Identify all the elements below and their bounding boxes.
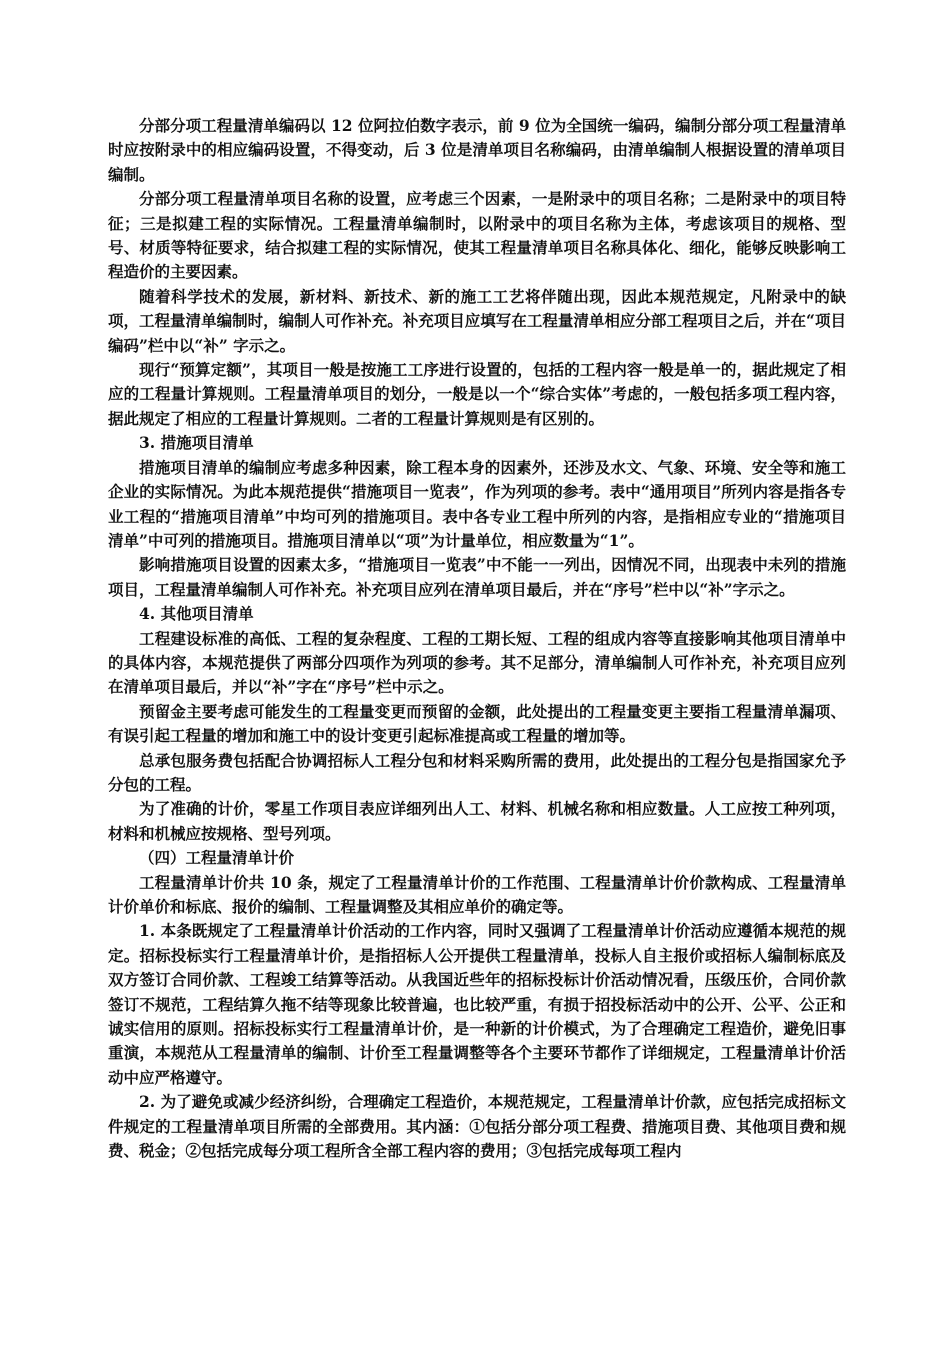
heading-bill-pricing: （四）工程量清单计价: [139, 848, 295, 868]
paragraph-supplement-items: 随着科学技术的发展，新材料、新技术、新的施工工艺将伴随出现，因此本规范规定，凡附录中的缺项，工程量清单编制时，编制人可作补充。补充项目应填写在工程量清单相应分部工程项目之后，并在“项目编码”栏中以“补” 字示之。: [108, 286, 846, 355]
heading-other-items-list: 4. 其他项目清单: [139, 604, 254, 624]
paragraph-other-items: 工程建设标准的高低、工程的复杂程度、工程的工期长短、工程的组成内容等直接影响其他项目清单中的具体内容，本规范提供了两部分四项作为列项的参考。其不足部分，清单编制人可作补充，补充项目应列在清单项目最后，并以“补”字在“序号”栏中示之。: [108, 628, 846, 697]
paragraph-reserve-fund: 预留金主要考虑可能发生的工程量变更而预留的金额，此处提出的工程量变更主要指工程量清单漏项、有误引起工程量的增加和施工中的设计变更引起标准提高或工程量的增加等。: [108, 701, 846, 746]
paragraph-item-code: 分部分项工程量清单编码以 12 位阿拉伯数字表示，前 9 位为全国统一编码，编制分部分项工程量清单时应按附录中的相应编码设置，不得变动，后 3 位是清单项目名称编码，由清单编制人根据设置的清单项目编制。: [108, 116, 846, 184]
heading-measures-list: 3. 措施项目清单: [139, 433, 254, 453]
paragraph-bill-pricing-intro: 工程量清单计价共 10 条，规定了工程量清单计价的工作范围、工程量清单计价价款构成、工程量清单计价单价和标底、报价的编制、工程量调整及其相应单价的确定等。: [108, 872, 846, 916]
paragraph-contractor-fee: 总承包服务费包括配合协调招标人工程分包和材料采购所需的费用，此处提出的工程分包是指国家允予分包的工程。: [108, 750, 846, 794]
paragraph-pricing-clause-2: 2. 为了避免或减少经济纠纷，合理确定工程造价，本规范规定，工程量清单计价款，应包括完成招标文件规定的工程量清单项目所需的全部费用。其内涵：①包括分部分项工程费、措施项目费、其他项目费和规费、税金；②包括完成每分项工程所含全部工程内容的费用；③包括完成每项工程内: [108, 1092, 846, 1161]
paragraph-sporadic-work: 为了准确的计价，零星工作项目表应详细列出人工、材料、机械名称和相应数量。人工应按工种列项，材料和机械应按规格、型号列项。: [108, 799, 846, 843]
paragraph-pricing-clause-1: 1. 本条既规定了工程量清单计价活动的工作内容，同时又强调了工程量清单计价活动应遵循本规范的规定。招标投标实行工程量清单计价，是指招标人公开提供工程量清单，投标人自主报价或招标人编制标底及双方签订合同价款、工程竣工结算等活动。从我国近些年的招标投标计价活动情况看，压级压价，合同价款签订不规范，工程结算久拖不结等现象比较普遍，也比较严重，有损于招投标活动中的公开、公平、公正和诚实信用的原则。招标投标实行工程量清单计价，是一种新的计价模式，为了合理确定工程造价，避免旧事重演，本规范从工程量清单的编制、计价至工程量调整等各个主要环节都作了详细规定，工程量清单计价活动中应严格遵守。: [108, 921, 846, 1087]
paragraph-item-name: 分部分项工程量清单项目名称的设置，应考虑三个因素，一是附录中的项目名称；二是附录中的项目特征；三是拟建工程的实际情况。工程量清单编制时，以附录中的项目名称为主体，考虑该项目的规格、型号、材质等特征要求，结合拟建工程的实际情况，使其工程量清单项目名称具体化、细化，能够反映影响工程造价的主要因素。: [108, 189, 846, 282]
paragraph-measures-list: 措施项目清单的编制应考虑多种因素，除工程本身的因素外，还涉及水文、气象、环境、安全等和施工企业的实际情况。为此本规范提供“措施项目一览表”，作为列项的参考。表中“通用项目”所列内容是指各专业工程的“措施项目清单”中均可列的措施项目。表中各专业工程中所列的内容，是指相应专业的“措施项目清单”中可列的措施项目。措施项目清单以“项”为计量单位，相应数量为“1”。: [108, 457, 846, 550]
paragraph-measures-supplement: 影响措施项目设置的因素太多，“措施项目一览表”中不能一一列出，因情况不同，出现表中未列的措施项目，工程量清单编制人可作补充。补充项目应列在清单项目最后，并在“序号”栏中以“补”字示之。: [108, 555, 846, 599]
document-body: [108, 114, 846, 1163]
paragraph-budget-quota: 现行“预算定额”，其项目一般是按施工工序进行设置的，包括的工程内容一般是单一的，据此规定了相应的工程量计算规则。工程量清单项目的划分，一般是以一个“综合实体”考虑的，一般包括多项工程内容，据此规定了相应的工程量计算规则。二者的工程量计算规则是有区别的。: [108, 360, 846, 428]
